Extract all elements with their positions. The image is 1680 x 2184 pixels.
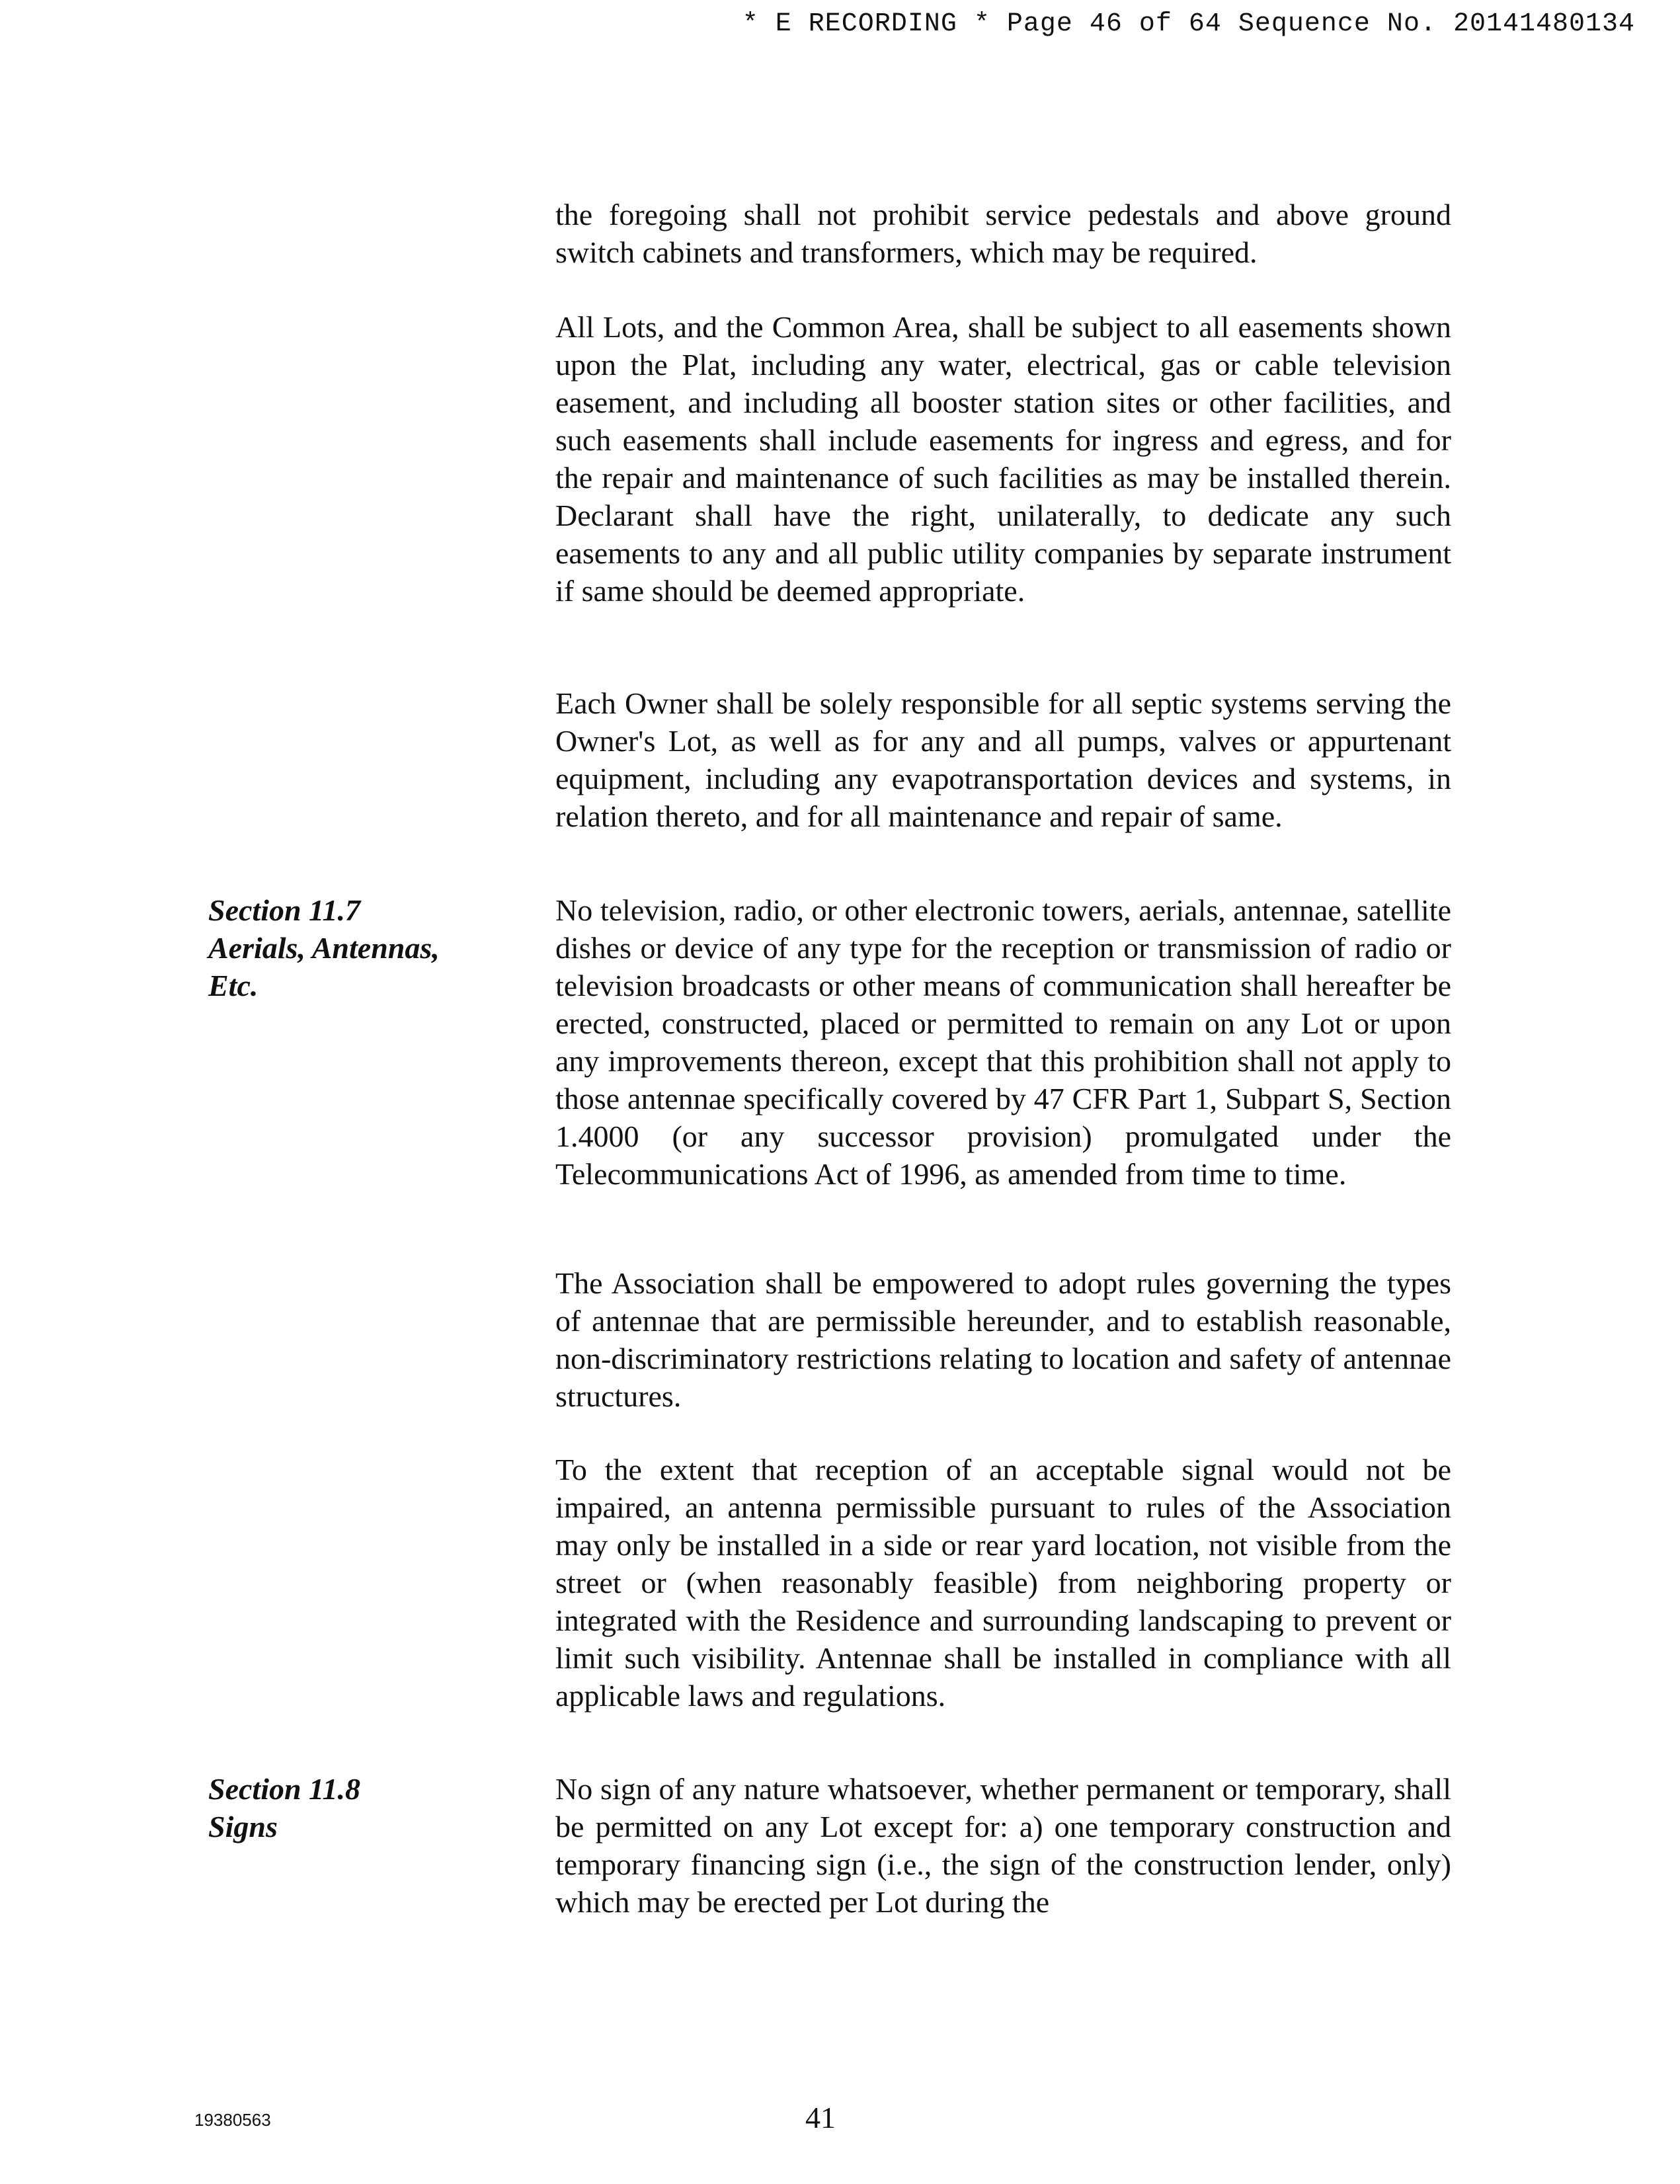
document-id: 19380563	[194, 2110, 271, 2130]
paragraph-antennas-prohibition	[555, 891, 1451, 1193]
paragraph-easements	[555, 308, 1451, 610]
paragraph-antenna-placement	[555, 1451, 1451, 1715]
paragraph-text: The Association shall be empowered to adopt rules governing the types of antennae that are permissible hereunder, and to establish reasonable, non-discriminatory restrictions relating to location and safety of antennae structures.	[555, 1266, 1451, 1413]
section-number: Section 11.8	[208, 1772, 361, 1806]
paragraph-text: All Lots, and the Common Area, shall be subject to all easements shown upon the Plat, including any water, electrical, gas or cable television easement, and including all booster station sites or other facilities, and such easements shall include easements for ingress and egress, and for the repair and maintenance of such facilities as may be installed therein. Declarant shall have the right, unilaterally, to dedicate any such easements to any and all public utility companies by separate instrument if same should be deemed appropriate.	[555, 310, 1451, 608]
section-11-7-heading	[208, 891, 499, 1004]
paragraph-text: No sign of any nature whatsoever, whether permanent or temporary, shall be permitted on any Lot except for: a) one temporary construction and temporary financing sign (i.e., the sign of the construction lender, only) which may be erected per Lot during the	[555, 1772, 1451, 1919]
paragraph-signs	[555, 1770, 1451, 1921]
section-title: Signs	[208, 1810, 278, 1843]
paragraph-association-rules	[555, 1264, 1451, 1415]
section-title: Aerials, Antennas,	[208, 931, 440, 965]
paragraph-text: the foregoing shall not prohibit service pedestals and above ground switch cabinets and transformers, which may be required.	[555, 198, 1451, 269]
recording-header: * E RECORDING * Page 46 of 64 Sequence No. 20141480134	[742, 9, 1635, 39]
paragraph-septic-systems	[555, 684, 1451, 835]
page-number: 41	[805, 2101, 836, 2134]
paragraph-text: Each Owner shall be solely responsible for all septic systems serving the Owner's Lot, as well as for any and all pumps, valves or appurtenant equipment, including any evapotransportation devices and systems, in relation thereto, and for all maintenance and repair of same.	[555, 686, 1451, 833]
paragraph-text: No television, radio, or other electronic towers, aerials, antennae, satellite dishes or device of any type for the reception or transmission of radio or television broadcasts or other means of communication shall hereafter be erected, constructed, placed or permitted to remain on any Lot or upon any improvements thereon, except that this prohibition shall not apply to those antennae specifically covered by 47 CFR Part 1, Subpart S, Section 1.4000 (or any successor provision) promulgated under the Telecommunications Act of 1996, as amended from time to time.	[555, 893, 1451, 1191]
section-number: Section 11.7	[208, 893, 361, 927]
paragraph-text: To the extent that reception of an acceptable signal would not be impaired, an antenna permissible pursuant to rules of the Association may only be installed in a side or rear yard location, not visible from the street or (when reasonably feasible) from neighboring property or integrated with the Residence and surrounding landscaping to prevent or limit such visibility. Antennae shall be installed in compliance with all applicable laws and regulations.	[555, 1453, 1451, 1713]
section-11-8-heading	[208, 1770, 499, 1845]
section-title-cont: Etc.	[208, 969, 259, 1002]
paragraph-service-pedestals	[555, 196, 1451, 271]
